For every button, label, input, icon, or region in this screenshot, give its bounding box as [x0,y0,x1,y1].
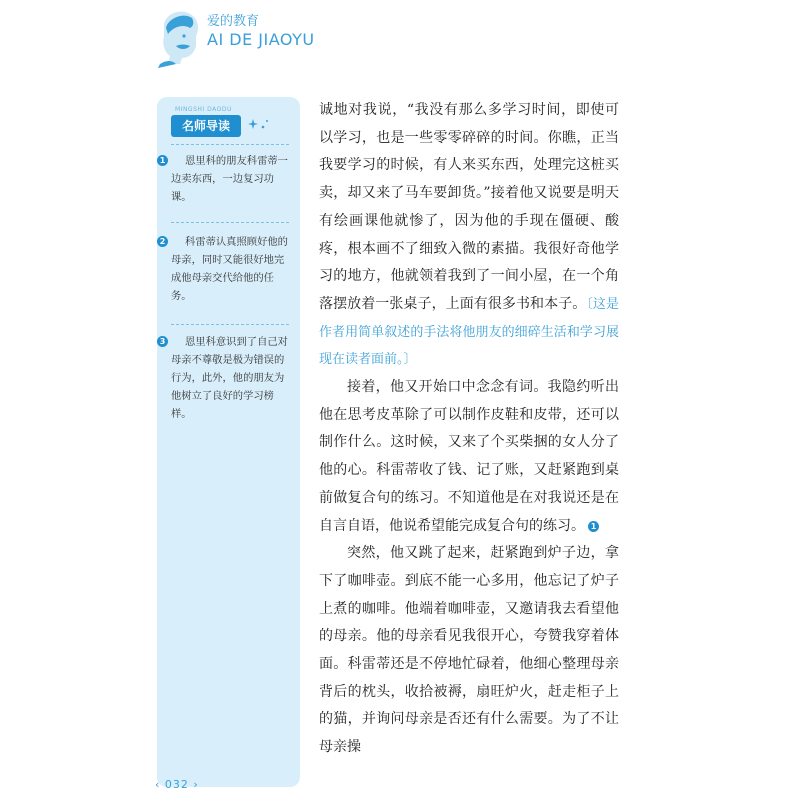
guide-tip [159,333,289,423]
header-title-zh: 爱的教育 [207,14,260,29]
paragraph-text: 接着，他又开始口中念念有词。我隐约听出他在思考皮革除了可以制作皮鞋和皮带，还可以制作什么。这时候，又来了个买柴捆的女人分了他的心。科雷蒂收了钱、记了账，又赶紧跑到桌前做复合句的练习。不知道他是在对我说还是在自言自语，他说希望能完成复合句的练习。 [319,379,619,534]
main-body-text [319,97,619,762]
divider [171,222,289,223]
header-title-en: AI DE JIAOYU [207,30,315,49]
paragraph-text: 突然，他又跳了起来，赶紧跑到炉子边，拿下了咖啡壶。到底不能一心多用，他忘记了炉子上煮的咖啡。他端着咖啡壶，又邀请我去看望他的母亲。他的母亲看见我很开心，夸赞我穿着体面。科雷蒂还是不停地忙碌着，他细心整理母亲背后的枕头，收拾被褥，扇旺炉火，赶走柜子上的猫，并询问母亲是否还有什么需要。为了不让母亲操 [319,545,619,756]
sidebar-subtitle: MINGSHI DAODU [175,106,232,113]
guide-tip [159,152,289,206]
paragraph [319,97,619,374]
paragraph-text: 诚地对我说，“我没有那么多学习时间，即使可以学习，也是一些零零碎碎的时间。你瞧，正当我要学习的时候，有人来买东西，处理完这桩买卖，却又来了马车要卸货。”接着他又说要是明天有绘画课他就惨了，因为他的手现在僵硬、酸疼，根本画不了细致入微的素描。我很好奇他学习的地方，他就领着我到了一间小屋，在一个角落摆放着一张桌子，上面有很多书和本子。 [319,102,619,312]
tip-text: 恩里科意识到了自己对母亲不尊敬是极为错误的行为，此外，他的朋友为他树立了良好的学习榜样。 [171,336,288,420]
guide-sidebar [157,97,300,787]
tip-number-badge: 3 [157,336,168,347]
paragraph [319,374,619,540]
tip-text: 科雷蒂认真照顾好他的母亲，同时又能很好地完成他母亲交代给他的任务。 [171,236,288,302]
note-marker-badge: 1 [588,521,599,532]
tip-text: 恩里科的朋友科雷蒂一边卖东西，一边复习功课。 [171,155,288,203]
author-portrait-icon [150,6,210,68]
paragraph [319,540,619,762]
tip-number-badge: 1 [157,155,168,166]
sparkle-icon [247,117,271,135]
page-number: ‹ 032 › [155,778,199,791]
annotation-note: 〔这是作者用简单叙述的手法将他朋友的细碎生活和学习展现在读者面前。〕 [319,296,619,368]
divider [171,144,289,145]
guide-tip [159,233,289,305]
divider [171,324,289,325]
tip-number-badge: 2 [157,236,168,247]
sidebar-title-badge: 名师导读 [171,115,241,137]
